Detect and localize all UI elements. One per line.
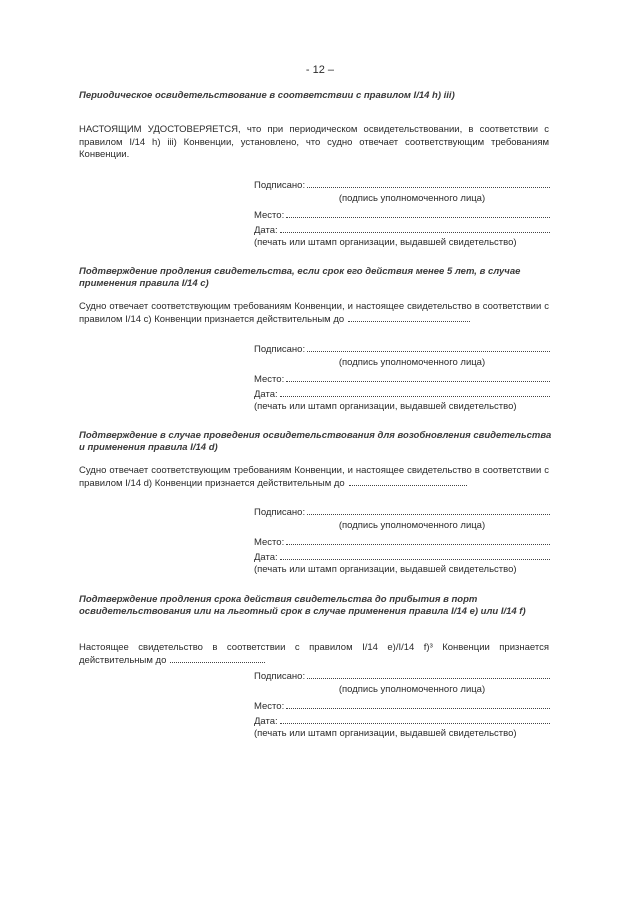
signed-label: Подписано: [254, 507, 306, 518]
signature-block [254, 340, 550, 414]
place-label: Место: [254, 701, 285, 712]
section-text [79, 301, 549, 326]
date-row [254, 221, 550, 236]
section-text: НАСТОЯЩИМ УДОСТОВЕРЯЕТСЯ, что при периодическом освидетельствовании, в соответствии с правилом I/14 h) iii) Конвенции, установлено, что судно отвечает соответствующим требованиям Конвенции. [79, 124, 549, 160]
place-label: Место: [254, 537, 285, 548]
date-label: Дата: [254, 716, 278, 727]
section-heading: Подтверждение в случае проведения освидетельствования для возобновления свидетельства и применения правила I/14 d) [79, 430, 552, 453]
place-row [254, 370, 550, 385]
signed-line [307, 513, 550, 515]
date-label: Дата: [254, 225, 278, 236]
page-number: - 12 – [305, 64, 335, 76]
date-row [254, 385, 550, 400]
stamp-caption: (печать или штамп организации, выдавшей свидетельство) [254, 237, 517, 248]
date-label: Дата: [254, 552, 278, 563]
date-line [280, 231, 550, 233]
signed-line [307, 677, 550, 679]
date-row [254, 548, 550, 563]
valid-until-line [349, 484, 467, 486]
place-row [254, 697, 550, 712]
signature-caption: (подпись уполномоченного лица) [338, 684, 486, 695]
stamp-caption: (печать или штамп организации, выдавшей свидетельство) [254, 728, 517, 739]
signed-label: Подписано: [254, 344, 306, 355]
signature-block [254, 503, 550, 577]
section-text-body: Настоящее свидетельство в соответствии с правилом I/14 e)/I/14 f)³ Конвенции признается действительным до [79, 642, 549, 666]
place-line [286, 707, 550, 709]
date-line [280, 558, 550, 560]
signed-row [254, 176, 550, 191]
stamp-caption: (печать или штамп организации, выдавшей свидетельство) [254, 564, 517, 575]
signed-label: Подписано: [254, 671, 306, 682]
signature-block [254, 667, 550, 741]
place-label: Место: [254, 210, 285, 221]
signature-caption: (подпись уполномоченного лица) [338, 520, 486, 531]
date-line [280, 722, 550, 724]
signed-line [307, 350, 550, 352]
date-label: Дата: [254, 389, 278, 400]
place-line [286, 216, 550, 218]
section-text-body: Судно отвечает соответствующим требованиям Конвенции, и настоящее свидетельство в соответствии с правилом I/14 c) Конвенции признается действительным до [79, 301, 549, 325]
section-text-body: Судно отвечает соответствующим требованиям Конвенции, и настоящее свидетельство в соответствии с правилом I/14 d) Конвенции признается действительным до [79, 465, 549, 489]
signature-caption: (подпись уполномоченного лица) [338, 357, 486, 368]
stamp-caption: (печать или штамп организации, выдавшей свидетельство) [254, 401, 517, 412]
section-text [79, 642, 549, 667]
signature-caption: (подпись уполномоченного лица) [338, 193, 486, 204]
signed-row [254, 340, 550, 355]
section-text [79, 465, 549, 490]
valid-until-line [170, 661, 265, 663]
section-heading: Подтверждение продления срока действия свидетельства до прибытия в порт освидетельствования или на льготный срок в случае применения правила I/14 e) или I/14 f) [79, 594, 526, 617]
place-row [254, 533, 550, 548]
place-line [286, 543, 550, 545]
section-heading: Периодическое освидетельствование в соответствии с правилом I/14 h) iii) [79, 90, 455, 101]
place-label: Место: [254, 374, 285, 385]
section-heading: Подтверждение продления свидетельства, если срок его действия менее 5 лет, в случае применения правила I/14 c) [79, 266, 521, 289]
signature-block [254, 176, 550, 250]
signed-row [254, 667, 550, 682]
place-row [254, 206, 550, 221]
signed-label: Подписано: [254, 180, 306, 191]
place-line [286, 380, 550, 382]
date-line [280, 395, 550, 397]
valid-until-line [348, 320, 470, 322]
signed-line [307, 186, 550, 188]
date-row [254, 712, 550, 727]
signed-row [254, 503, 550, 518]
